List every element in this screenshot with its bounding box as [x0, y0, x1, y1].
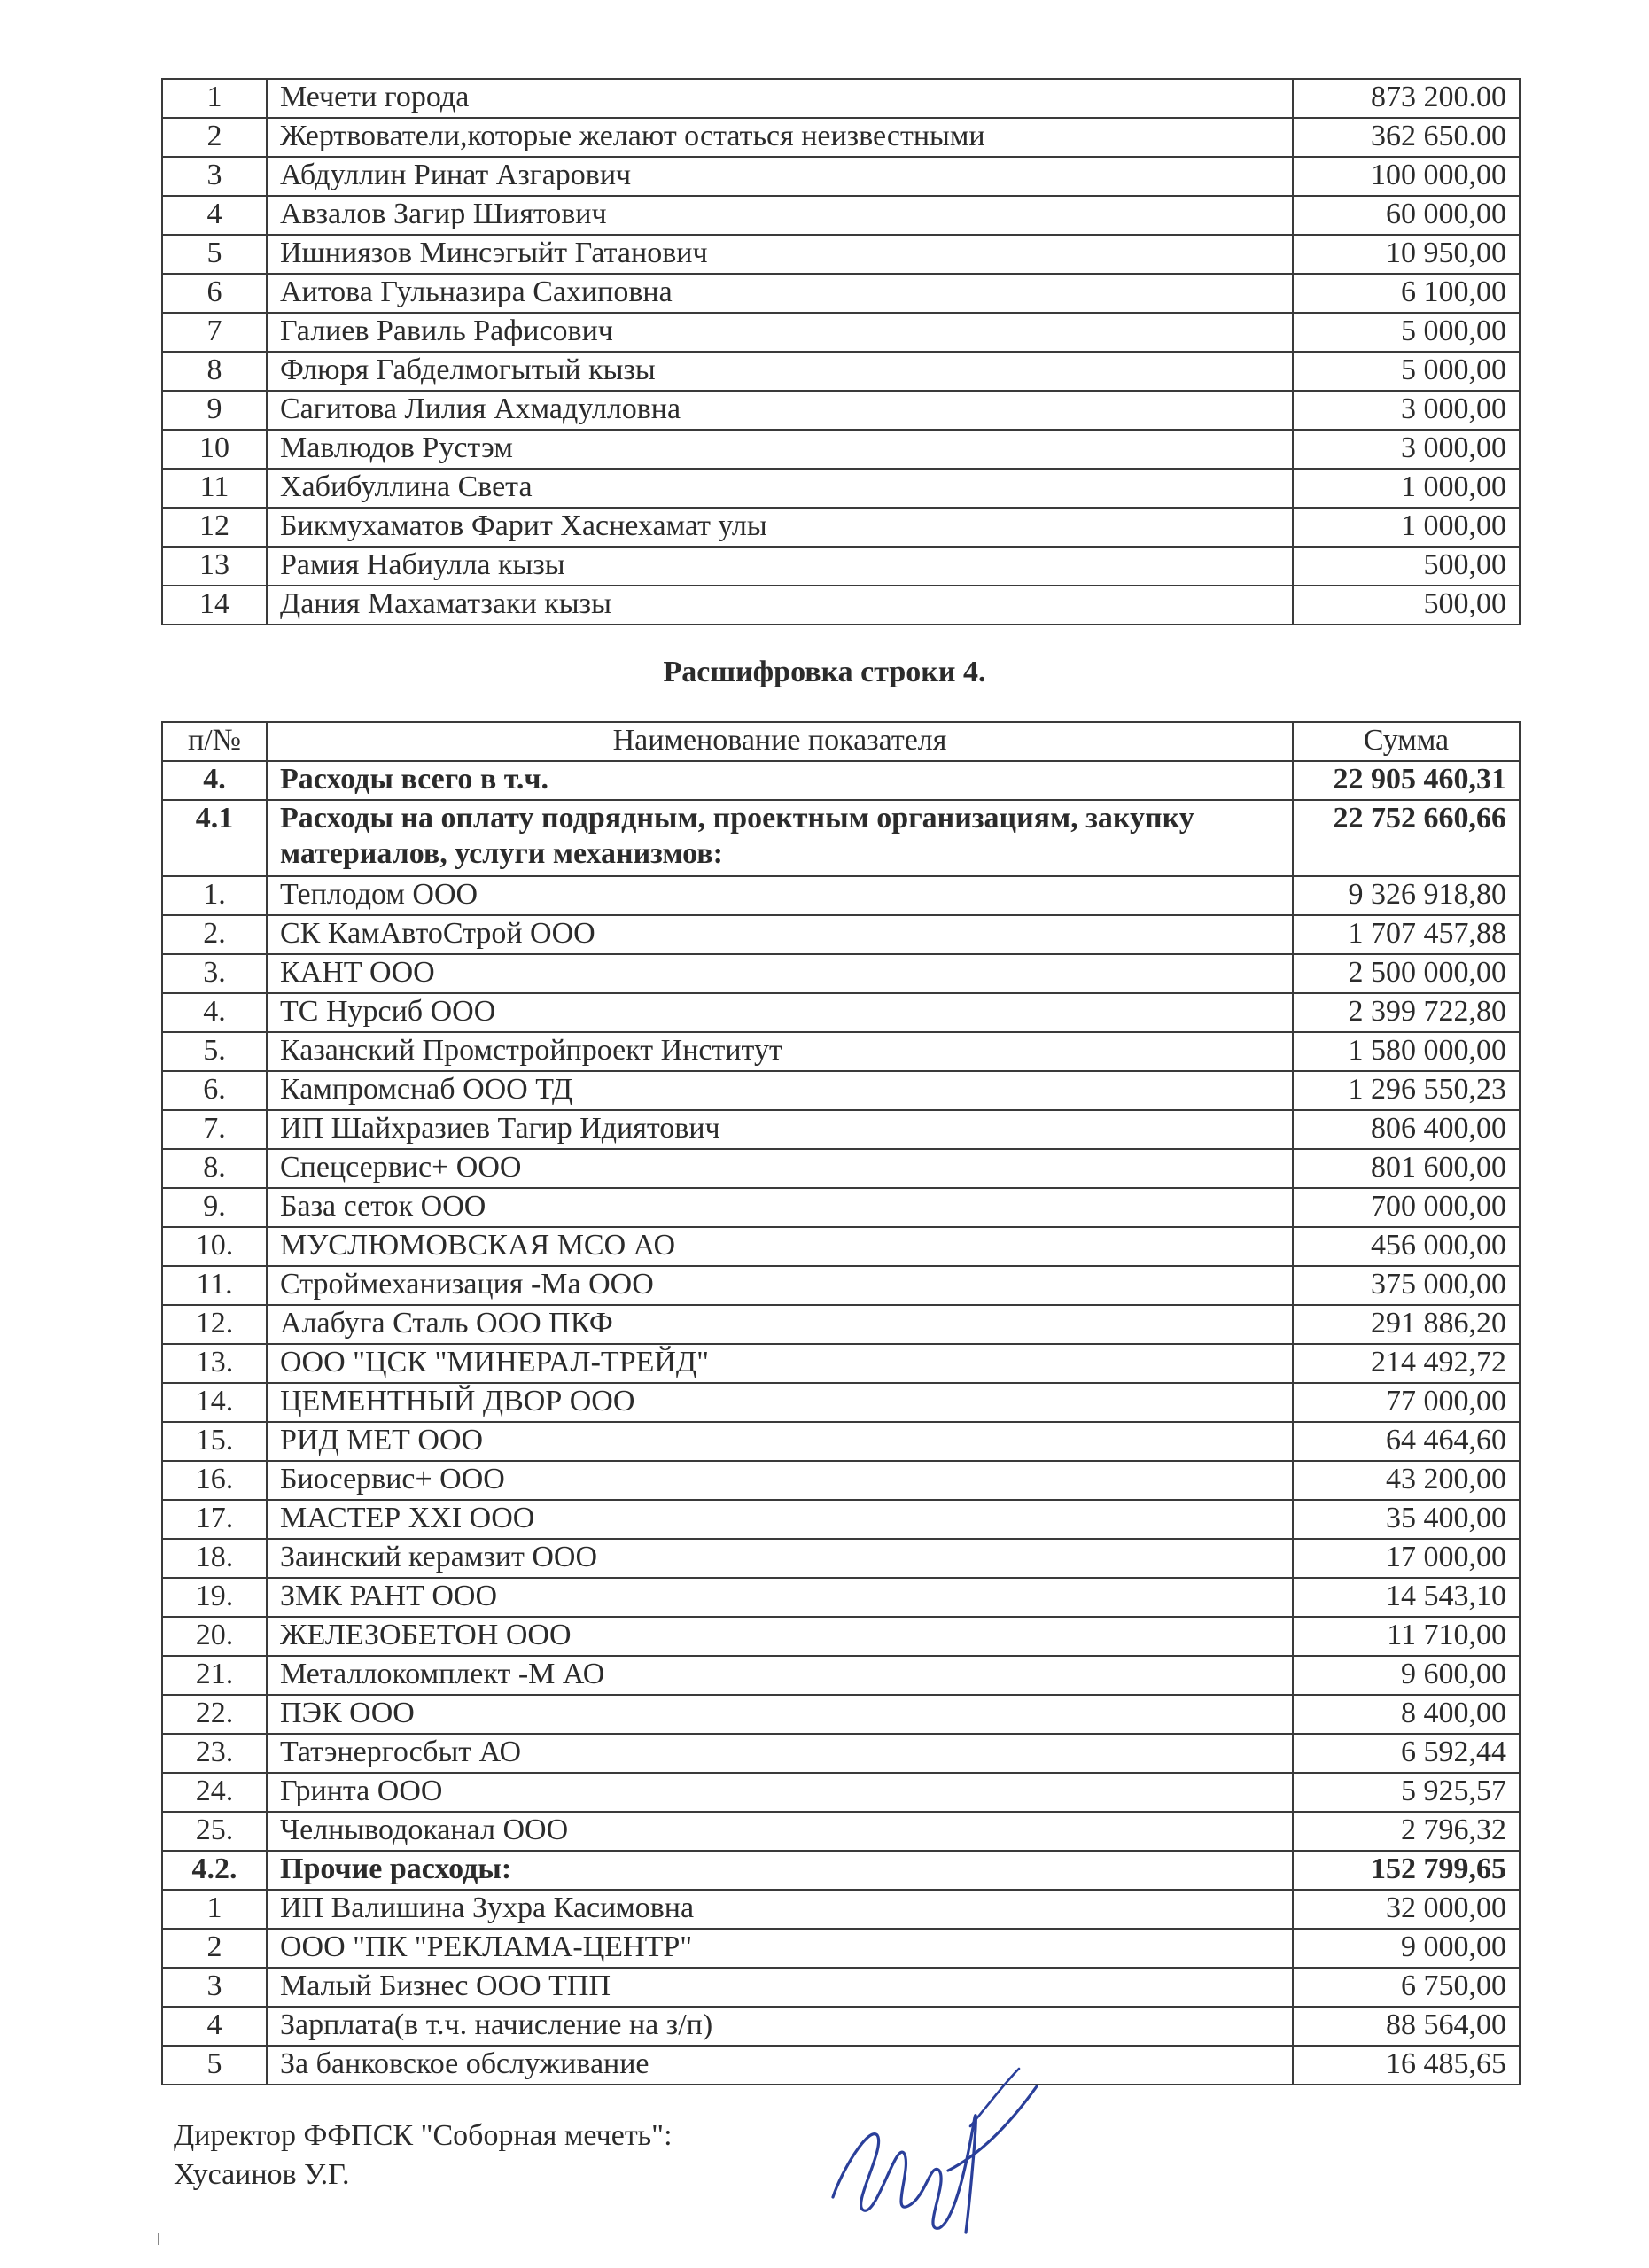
table-row	[162, 430, 1520, 469]
row-number: 4	[162, 2007, 267, 2046]
expenses-table-body	[162, 761, 1520, 2085]
table-row	[162, 1773, 1520, 1812]
table-row	[162, 1617, 1520, 1656]
row-name: ЦЕМЕНТНЫЙ ДВОР ООО	[267, 1383, 1293, 1422]
row-name: Жертвователи,которые желают остаться неизвестными	[267, 118, 1293, 157]
table-row	[162, 1266, 1520, 1305]
row-number: 8	[162, 352, 267, 391]
table-row	[162, 274, 1520, 313]
table-row	[162, 1344, 1520, 1383]
row-number: 7	[162, 313, 267, 352]
row-number: 13.	[162, 1344, 267, 1383]
row-name: Челныводоканал ООО	[267, 1812, 1293, 1851]
row-number: 2.	[162, 915, 267, 954]
row-sum: 100 000,00	[1293, 157, 1520, 196]
handwritten-signature	[815, 2064, 1046, 2241]
row-number: 11.	[162, 1266, 267, 1305]
row-number: 5	[162, 235, 267, 274]
header-name: Наименование показателя	[267, 722, 1293, 761]
table-row	[162, 79, 1520, 118]
row-sum: 1 000,00	[1293, 508, 1520, 547]
director-title: Директор ФФПСК "Соборная мечеть":	[174, 2119, 673, 2152]
row-number: 4.2.	[162, 1851, 267, 1890]
donors-table-body	[162, 79, 1520, 625]
row-sum: 22 905 460,31	[1293, 761, 1520, 800]
row-sum: 806 400,00	[1293, 1110, 1520, 1149]
row-name: Гринта ООО	[267, 1773, 1293, 1812]
table-row	[162, 586, 1520, 625]
row-number: 4.	[162, 761, 267, 800]
row-name: База сеток ООО	[267, 1188, 1293, 1227]
row-number: 1	[162, 79, 267, 118]
row-name: Расходы на оплату подрядным, проектным организациям, закупку материалов, услуги механизмов:	[267, 800, 1293, 876]
row-number: 8.	[162, 1149, 267, 1188]
margin-mark	[158, 2233, 159, 2245]
row-name: ООО "ЦСК "МИНЕРАЛ-ТРЕЙД"	[267, 1344, 1293, 1383]
row-sum: 14 543,10	[1293, 1578, 1520, 1617]
row-name: ИП Шайхразиев Тагир Идиятович	[267, 1110, 1293, 1149]
row-name: Дания Махаматзаки кызы	[267, 586, 1293, 625]
row-name: Теплодом ООО	[267, 876, 1293, 915]
director-name: Хусаинов У.Г.	[174, 2158, 350, 2191]
row-sum: 2 399 722,80	[1293, 993, 1520, 1032]
row-name: Прочие расходы:	[267, 1851, 1293, 1890]
row-sum: 3 000,00	[1293, 391, 1520, 430]
table-row	[162, 1032, 1520, 1071]
row-name: Расходы всего в т.ч.	[267, 761, 1293, 800]
row-name: ЗМК РАНТ ООО	[267, 1578, 1293, 1617]
row-sum: 291 886,20	[1293, 1305, 1520, 1344]
table-row	[162, 1227, 1520, 1266]
row-sum: 9 326 918,80	[1293, 876, 1520, 915]
row-number: 16.	[162, 1461, 267, 1500]
row-name: Зарплата(в т.ч. начисление на з/п)	[267, 2007, 1293, 2046]
row-name: МАСТЕР XXI ООО	[267, 1500, 1293, 1539]
row-number: 6	[162, 274, 267, 313]
row-number: 3	[162, 1968, 267, 2007]
row-name: Заинский керамзит ООО	[267, 1539, 1293, 1578]
row-sum: 9 000,00	[1293, 1929, 1520, 1968]
donors-table	[161, 78, 1521, 625]
row-name: Казанский Промстройпроект Институт	[267, 1032, 1293, 1071]
header-sum: Сумма	[1293, 722, 1520, 761]
table-row	[162, 118, 1520, 157]
table-row	[162, 1929, 1520, 1968]
row-sum: 8 400,00	[1293, 1695, 1520, 1734]
row-name: Авзалов Загир Шиятович	[267, 196, 1293, 235]
table-row	[162, 1422, 1520, 1461]
row-sum: 1 296 550,23	[1293, 1071, 1520, 1110]
row-number: 15.	[162, 1422, 267, 1461]
table-row	[162, 1851, 1520, 1890]
table-row	[162, 954, 1520, 993]
row-name: Ишниязов Минсэгыйт Гатанович	[267, 235, 1293, 274]
row-number: 20.	[162, 1617, 267, 1656]
row-name: Аитова Гульназира Сахиповна	[267, 274, 1293, 313]
table-row	[162, 1968, 1520, 2007]
row-number: 2	[162, 118, 267, 157]
table-row	[162, 1149, 1520, 1188]
signature-block	[174, 2117, 673, 2194]
row-sum: 6 750,00	[1293, 1968, 1520, 2007]
row-name: Алабуга Сталь ООО ПКФ	[267, 1305, 1293, 1344]
row-sum: 801 600,00	[1293, 1149, 1520, 1188]
row-sum: 43 200,00	[1293, 1461, 1520, 1500]
row-sum: 17 000,00	[1293, 1539, 1520, 1578]
row-number: 24.	[162, 1773, 267, 1812]
row-name: Мечети города	[267, 79, 1293, 118]
row-sum: 700 000,00	[1293, 1188, 1520, 1227]
table-row	[162, 235, 1520, 274]
row-sum: 1 707 457,88	[1293, 915, 1520, 954]
table-row	[162, 993, 1520, 1032]
row-sum: 5 925,57	[1293, 1773, 1520, 1812]
row-number: 9.	[162, 1188, 267, 1227]
row-sum: 214 492,72	[1293, 1344, 1520, 1383]
row-name: Биосервис+ ООО	[267, 1461, 1293, 1500]
expenses-table	[161, 721, 1521, 2085]
table-row	[162, 1110, 1520, 1149]
row-number: 12.	[162, 1305, 267, 1344]
row-sum: 5 000,00	[1293, 313, 1520, 352]
table-row	[162, 1890, 1520, 1929]
row-sum: 5 000,00	[1293, 352, 1520, 391]
row-name: СК КамАвтоСтрой ООО	[267, 915, 1293, 954]
table-row	[162, 469, 1520, 508]
row-number: 22.	[162, 1695, 267, 1734]
row-name: ЖЕЛЕЗОБЕТОН ООО	[267, 1617, 1293, 1656]
row-sum: 873 200.00	[1293, 79, 1520, 118]
row-name: ПЭК ООО	[267, 1695, 1293, 1734]
row-sum: 6 592,44	[1293, 1734, 1520, 1773]
table-row	[162, 391, 1520, 430]
table-row	[162, 1695, 1520, 1734]
row-number: 17.	[162, 1500, 267, 1539]
table-row	[162, 1656, 1520, 1695]
row-sum: 3 000,00	[1293, 430, 1520, 469]
row-name: Металлокомплект -М АО	[267, 1656, 1293, 1695]
row-number: 14	[162, 586, 267, 625]
row-name: КАНТ ООО	[267, 954, 1293, 993]
row-number: 14.	[162, 1383, 267, 1422]
row-sum: 2 500 000,00	[1293, 954, 1520, 993]
row-name: Хабибуллина Света	[267, 469, 1293, 508]
row-number: 12	[162, 508, 267, 547]
row-number: 7.	[162, 1110, 267, 1149]
table-row	[162, 1578, 1520, 1617]
row-name: Малый Бизнес ООО ТПП	[267, 1968, 1293, 2007]
row-sum: 362 650.00	[1293, 118, 1520, 157]
row-number: 19.	[162, 1578, 267, 1617]
table-row	[162, 761, 1520, 800]
table-row	[162, 508, 1520, 547]
row-sum: 375 000,00	[1293, 1266, 1520, 1305]
row-number: 5.	[162, 1032, 267, 1071]
row-sum: 10 950,00	[1293, 235, 1520, 274]
row-number: 25.	[162, 1812, 267, 1851]
row-sum: 500,00	[1293, 586, 1520, 625]
row-number: 1.	[162, 876, 267, 915]
row-name: ТС Нурсиб ООО	[267, 993, 1293, 1032]
row-number: 10	[162, 430, 267, 469]
row-sum: 11 710,00	[1293, 1617, 1520, 1656]
row-number: 4.	[162, 993, 267, 1032]
row-name: Рамия Набиулла кызы	[267, 547, 1293, 586]
row-sum: 456 000,00	[1293, 1227, 1520, 1266]
row-number: 3	[162, 157, 267, 196]
row-number: 6.	[162, 1071, 267, 1110]
row-sum: 60 000,00	[1293, 196, 1520, 235]
table-row	[162, 1188, 1520, 1227]
row-name: МУСЛЮМОВСКАЯ МСО АО	[267, 1227, 1293, 1266]
row-number: 1	[162, 1890, 267, 1929]
row-number: 23.	[162, 1734, 267, 1773]
row-sum: 2 796,32	[1293, 1812, 1520, 1851]
row-sum: 152 799,65	[1293, 1851, 1520, 1890]
table-row	[162, 1383, 1520, 1422]
row-name: Строймеханизация -Ма ООО	[267, 1266, 1293, 1305]
table-row	[162, 1500, 1520, 1539]
row-number: 2	[162, 1929, 267, 1968]
table-row	[162, 2007, 1520, 2046]
row-number: 9	[162, 391, 267, 430]
table-row	[162, 352, 1520, 391]
row-number: 18.	[162, 1539, 267, 1578]
table-row	[162, 313, 1520, 352]
row-name: Кампромснаб ООО ТД	[267, 1071, 1293, 1110]
row-sum: 6 100,00	[1293, 274, 1520, 313]
row-name: Спецсервис+ ООО	[267, 1149, 1293, 1188]
row-number: 10.	[162, 1227, 267, 1266]
row-sum: 1 000,00	[1293, 469, 1520, 508]
row-sum: 500,00	[1293, 547, 1520, 586]
row-number: 3.	[162, 954, 267, 993]
table-row	[162, 196, 1520, 235]
row-sum: 9 600,00	[1293, 1656, 1520, 1695]
table-row	[162, 876, 1520, 915]
table-row	[162, 800, 1520, 876]
table-row	[162, 1539, 1520, 1578]
row-sum: 16 485,65	[1293, 2046, 1520, 2085]
table-row	[162, 1071, 1520, 1110]
row-name: Мавлюдов Рустэм	[267, 430, 1293, 469]
row-name: Бикмухаматов Фарит Хаснехамат улы	[267, 508, 1293, 547]
table-row	[162, 547, 1520, 586]
row-number: 21.	[162, 1656, 267, 1695]
row-name: Флюря Габделмогытый кызы	[267, 352, 1293, 391]
row-number: 5	[162, 2046, 267, 2085]
row-sum: 1 580 000,00	[1293, 1032, 1520, 1071]
row-name: Абдуллин Ринат Азгарович	[267, 157, 1293, 196]
table-row	[162, 1305, 1520, 1344]
row-sum: 64 464,60	[1293, 1422, 1520, 1461]
row-number: 4	[162, 196, 267, 235]
table-row	[162, 1461, 1520, 1500]
row-name: ООО "ПК "РЕКЛАМА-ЦЕНТР"	[267, 1929, 1293, 1968]
row-number: 13	[162, 547, 267, 586]
row-name: За банковское обслуживание	[267, 2046, 1293, 2085]
row-sum: 22 752 660,66	[1293, 800, 1520, 876]
row-name: ИП Валишина Зухра Касимовна	[267, 1890, 1293, 1929]
table-row	[162, 1812, 1520, 1851]
expenses-header-row	[162, 722, 1520, 761]
row-name: РИД МЕТ ООО	[267, 1422, 1293, 1461]
row-number: 4.1	[162, 800, 267, 876]
row-sum: 32 000,00	[1293, 1890, 1520, 1929]
header-number: п/№	[162, 722, 267, 761]
row-sum: 88 564,00	[1293, 2007, 1520, 2046]
table-row	[162, 1734, 1520, 1773]
row-number: 11	[162, 469, 267, 508]
table-row	[162, 915, 1520, 954]
row-name: Сагитова Лилия Ахмадулловна	[267, 391, 1293, 430]
table-row	[162, 157, 1520, 196]
row-sum: 35 400,00	[1293, 1500, 1520, 1539]
row-name: Галиев Равиль Рафисович	[267, 313, 1293, 352]
row-sum: 77 000,00	[1293, 1383, 1520, 1422]
section-title: Расшифровка строки 4.	[663, 656, 986, 688]
row-name: Татэнергосбыт АО	[267, 1734, 1293, 1773]
